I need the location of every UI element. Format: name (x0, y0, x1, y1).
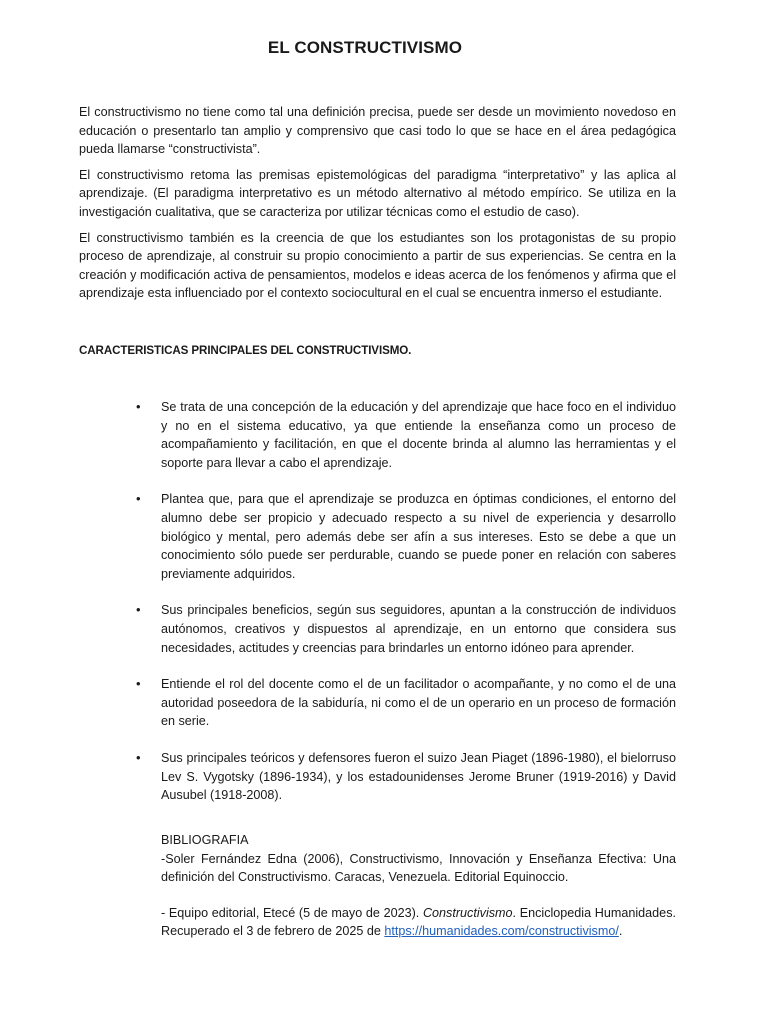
bullet-icon: • (136, 749, 141, 765)
list-item (134, 675, 676, 731)
intro-paragraph-1: El constructivismo no tiene como tal una definición precisa, puede ser desde un movimiento novedoso en educación o presentarlo tan amplio y comprensivo que casi todo lo que se hace en el área pedagógica pueda llamarse “constructivista”. (79, 105, 676, 157)
bibliography-link[interactable]: https://humanidades.com/constructivismo/ (384, 924, 619, 939)
bibliography-entry-2-suffix: . (618, 924, 623, 939)
bibliography-entry-2 (161, 904, 676, 941)
bullet-icon: • (136, 676, 141, 692)
bibliography-section (161, 831, 676, 958)
list-item-text: Sus principales beneficios, según sus seguidores, apuntan a la construcción de individuos autónomos, creativos y dispuestos al aprendizaje, en un entorno que considera sus necesidades, actitudes y creencias para brindarles un entorno idóneo para aprender. (161, 603, 676, 655)
bibliography-heading: BIBLIOGRAFIA (161, 833, 249, 847)
intro-section (79, 103, 676, 310)
list-item (134, 601, 676, 657)
bibliography-entry-2-middle: . Enciclopedia Humanidades. Recuperado el 3 de febrero de 2025 de (161, 905, 676, 939)
list-item (134, 398, 676, 472)
bibliography-entry-1: -Soler Fernández Edna (2006), Constructivismo, Innovación y Enseñanza Efectiva: Una definición del Constructivismo. Caracas, Venezuela. Editorial Equinoccio. (161, 851, 676, 885)
bullet-icon: • (136, 602, 141, 618)
characteristics-list (134, 398, 676, 823)
intro-paragraph-3: El constructivismo también es la creencia de que los estudiantes son los protagonistas de su propio proceso de aprendizaje, al construir su propio conocimiento a partir de sus experiencias. Se centra en la creación y modificación activa de pensamientos, modelos e ideas acerca de los fenómenos y afirma que el aprendizaje esta influenciado por el contexto sociocultural en el cual se encuentra inmerso el estudiante. (79, 230, 676, 301)
list-item-text: Se trata de una concepción de la educación y del aprendizaje que hace foco en el individuo y no en el sistema educativo, ya que entiende la enseñanza como un proceso de acompañamiento y facilitación, en que el docente brinda al alumno las herramientas y el soporte para llevar a cabo el aprendizaje. (161, 400, 676, 470)
list-item-text: Entiende el rol del docente como el de un facilitador o acompañante, y no como el de una autoridad poseedora de la sabiduría, ni como el de un operario en un proceso de formación en serie. (161, 677, 676, 729)
list-item-text: Plantea que, para que el aprendizaje se produzca en óptimas condiciones, el entorno del alumno debe ser propicio y adecuado respecto a su nivel de experiencia y desarrollo biológico y mental, pero además debe ser afín a sus intereses. Esto se debe a que un conocimiento sólo puede ser perdurable, cuando se puede poner en relación con saberes previamente adquiridos. (161, 492, 676, 581)
document-title: EL CONSTRUCTIVISMO (267, 38, 463, 57)
bibliography-entry-2-title: Constructivismo (422, 905, 513, 920)
list-item (134, 490, 676, 583)
section-heading: CARACTERISTICAS PRINCIPALES DEL CONSTRUCTIVISMO. (79, 344, 412, 357)
bibliography-entry-2-prefix: - Equipo editorial, Etecé (5 de mayo de 2023). (161, 905, 423, 920)
bullet-icon: • (136, 399, 141, 414)
bullet-icon: • (136, 491, 141, 507)
list-item (134, 749, 676, 805)
list-item-text: Sus principales teóricos y defensores fueron el suizo Jean Piaget (1896-1980), el bielorruso Lev S. Vygotsky (1896-1934), y los estadounidenses Jerome Bruner (1919-2016) y David Ausubel (1918-2008). (161, 750, 676, 803)
intro-paragraph-2: El constructivismo retoma las premisas epistemológicas del paradigma “interpretativo” y las aplica al aprendizaje. (El paradigma interpretativo es un método alternativo al método empírico. Se utiliza en la investigación cualitativa, que se caracteriza por utilizar técnicas como el estudio de caso). (79, 167, 676, 219)
